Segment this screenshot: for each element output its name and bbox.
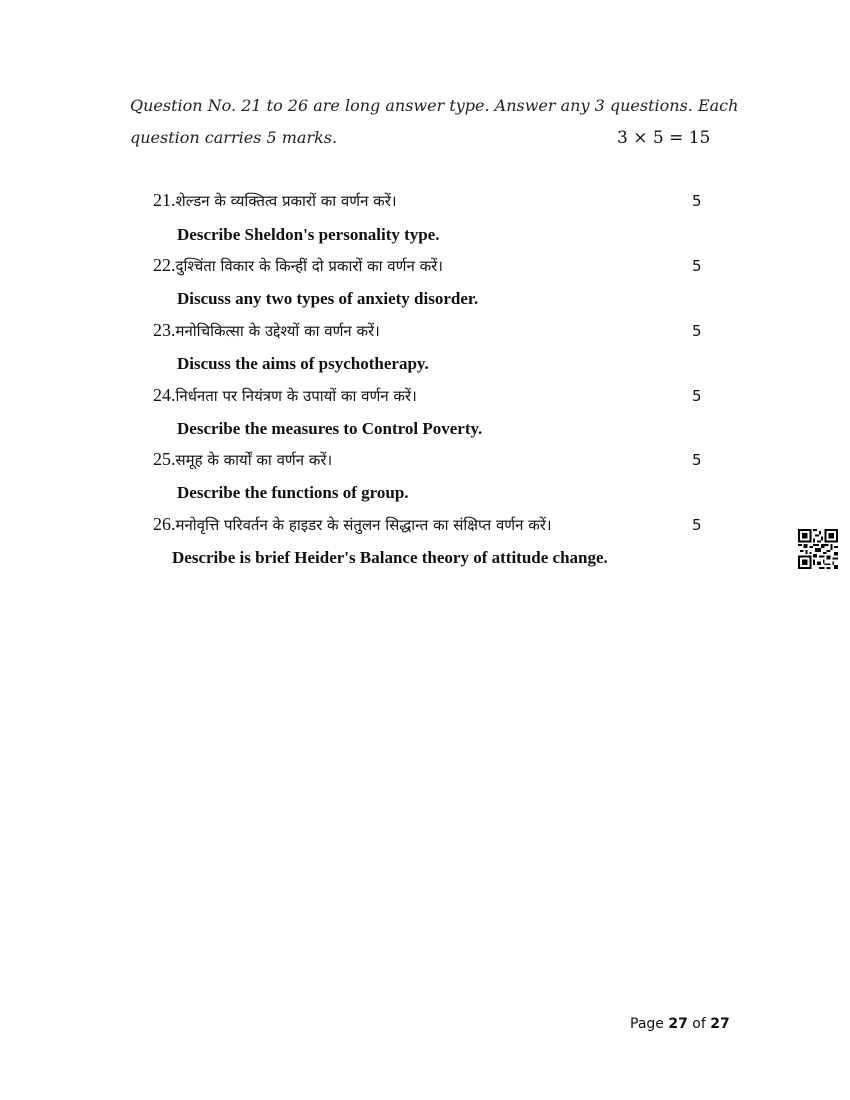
question-text-hindi: निर्धनता पर नियंत्रण के उपायों का वर्णन करें। — [175, 387, 417, 405]
question-text-hindi: शेल्डन के व्यक्तित्व प्रकारों का वर्णन करें। — [175, 192, 397, 210]
question-25-hindi — [153, 449, 332, 470]
question-number: 23. — [153, 320, 176, 340]
qr-code-icon — [798, 529, 838, 569]
question-text-hindi: समूह के कार्यों का वर्णन करें। — [175, 451, 333, 469]
question-text-hindi: मनोचिकित्सा के उद्देश्यों का वर्णन करें। — [175, 322, 380, 340]
question-number: 21. — [153, 190, 176, 210]
question-number: 24. — [153, 385, 176, 405]
question-text-hindi: दुश्चिंता विकार के किन्हीं दो प्रकारों का वर्णन करें। — [175, 257, 443, 275]
question-25-english: Describe the functions of group. — [177, 483, 409, 502]
question-24-marks: 5 — [692, 387, 702, 405]
question-24-english: Describe the measures to Control Poverty. — [177, 419, 483, 438]
question-26-hindi — [153, 514, 552, 535]
question-26-marks: 5 — [692, 516, 702, 534]
question-22-marks: 5 — [692, 257, 702, 275]
current-page-number: 27 — [668, 1016, 688, 1032]
question-22-hindi — [153, 255, 443, 276]
question-23-english: Discuss the aims of psychotherapy. — [177, 354, 429, 373]
page-footer — [630, 1016, 730, 1032]
instruction-line-2: question carries 5 marks. — [130, 128, 338, 147]
question-number: 22. — [153, 255, 176, 275]
question-21-marks: 5 — [692, 192, 702, 210]
question-text-hindi: मनोवृत्ति परिवर्तन के हाइडर के संतुलन सिद्धान्त का संक्षिप्त वर्णन करें। — [175, 516, 552, 534]
question-22-english: Discuss any two types of anxiety disorder. — [177, 289, 479, 308]
question-21-hindi — [153, 190, 397, 211]
of-label: of — [692, 1016, 706, 1032]
page-label: Page — [630, 1016, 664, 1032]
question-23-marks: 5 — [692, 322, 702, 340]
total-pages: 27 — [710, 1016, 730, 1032]
question-21-english: Describe Sheldon's personality type. — [177, 225, 440, 244]
question-24-hindi — [153, 385, 417, 406]
question-26-english: Describe is brief Heider's Balance theory of attitude change. — [172, 548, 608, 567]
question-23-hindi — [153, 320, 380, 341]
question-number: 25. — [153, 449, 176, 469]
question-25-marks: 5 — [692, 451, 702, 469]
instruction-line-1: Question No. 21 to 26 are long answer type. Answer any 3 questions. Each — [130, 96, 739, 115]
total-marks: 3 × 5 = 15 — [617, 128, 711, 148]
question-number: 26. — [153, 514, 176, 534]
